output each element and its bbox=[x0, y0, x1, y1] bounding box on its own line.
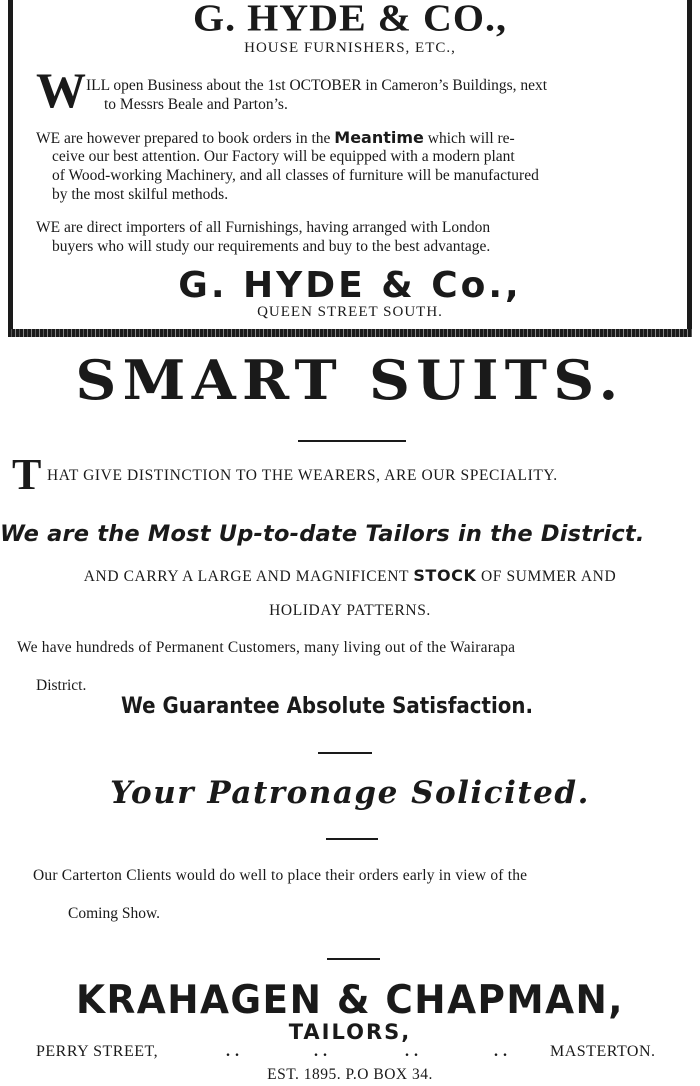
hyde-para3-line1: WE are direct importers of all Furnishings, having arranged with London bbox=[36, 219, 491, 236]
divider-rule-3 bbox=[326, 838, 378, 840]
suits-tagline: We are the Most Up-to-date Tailors in the District. bbox=[0, 521, 645, 547]
leader-dots-1: . . bbox=[226, 1043, 240, 1060]
hyde-para2-line1 bbox=[36, 128, 515, 148]
suits-stock: STOCK bbox=[413, 566, 477, 585]
hyde-para2-line4: by the most skilful methods. bbox=[52, 186, 229, 203]
suits-line4a: We have hundreds of Permanent Customers, many living out of the Wairarapa bbox=[17, 639, 516, 656]
suits-line2 bbox=[0, 566, 700, 586]
hyde-para1-line2: to Messrs Beale and Parton’s. bbox=[104, 96, 288, 113]
hyde-meantime: Meantime bbox=[334, 128, 424, 147]
hyde-para3-line2: buyers who will study our requirements and buy to the best advantage. bbox=[52, 238, 491, 255]
suits-dropcap-t: T bbox=[12, 450, 42, 499]
leader-dots-3: . . bbox=[405, 1043, 419, 1060]
suits-line5a: Our Carterton Clients would do well to place their orders early in view of the bbox=[33, 867, 528, 884]
leader-dots-2: . . bbox=[314, 1043, 328, 1060]
hyde-para2-line1-pre: WE are however prepared to book orders in the bbox=[36, 130, 335, 147]
smart-suits-headline: SMART SUITS. bbox=[75, 348, 625, 412]
hyde-signature: G. HYDE & Co., bbox=[178, 265, 522, 306]
hyde-subtitle: HOUSE FURNISHERS, ETC., bbox=[244, 40, 456, 56]
hyde-para2-line1-post: which will re- bbox=[423, 130, 515, 147]
suits-line2-post: OF SUMMER AND bbox=[476, 568, 617, 585]
krahagen-town: MASTERTON. bbox=[550, 1043, 656, 1060]
suits-line2-pre: AND CARRY A LARGE AND MAGNIFICENT bbox=[83, 568, 414, 585]
divider-rule-4 bbox=[327, 958, 380, 960]
hyde-dropcap-w: W bbox=[36, 62, 86, 118]
suits-line3: HOLIDAY PATTERNS. bbox=[269, 602, 431, 619]
hyde-title: G. HYDE & CO., bbox=[193, 0, 507, 39]
hyde-para2-line3: of Wood-working Machinery, and all classes of furniture will be manufactured bbox=[52, 167, 539, 184]
hyde-bottom-rule bbox=[8, 329, 692, 337]
krahagen-chapman-firm: KRAHAGEN & CHAPMAN, bbox=[76, 978, 624, 1023]
krahagen-trade: TAILORS, bbox=[288, 1020, 412, 1044]
suits-patronage: Your Patronage Solicited. bbox=[110, 775, 590, 811]
hyde-para1-line1: ILL open Business about the 1st OCTOBER in Cameron’s Buildings, next bbox=[86, 77, 548, 94]
krahagen-street: PERRY STREET, bbox=[36, 1043, 159, 1060]
krahagen-established: EST. 1895. P.O BOX 34. bbox=[267, 1066, 433, 1083]
hyde-para2-line2: ceive our best attention. Our Factory will be equipped with a modern plant bbox=[52, 148, 515, 165]
divider-rule-1 bbox=[298, 440, 406, 442]
divider-rule-2 bbox=[318, 752, 372, 754]
leader-dots-4: . . bbox=[494, 1043, 508, 1060]
suits-line4b: District. bbox=[36, 677, 87, 694]
hyde-address: QUEEN STREET SOUTH. bbox=[257, 304, 443, 320]
suits-line1: HAT GIVE DISTINCTION TO THE WEARERS, ARE OUR SPECIALITY. bbox=[47, 467, 558, 484]
suits-guarantee: We Guarantee Absolute Satisfaction. bbox=[121, 694, 534, 719]
suits-line5b: Coming Show. bbox=[68, 905, 161, 922]
